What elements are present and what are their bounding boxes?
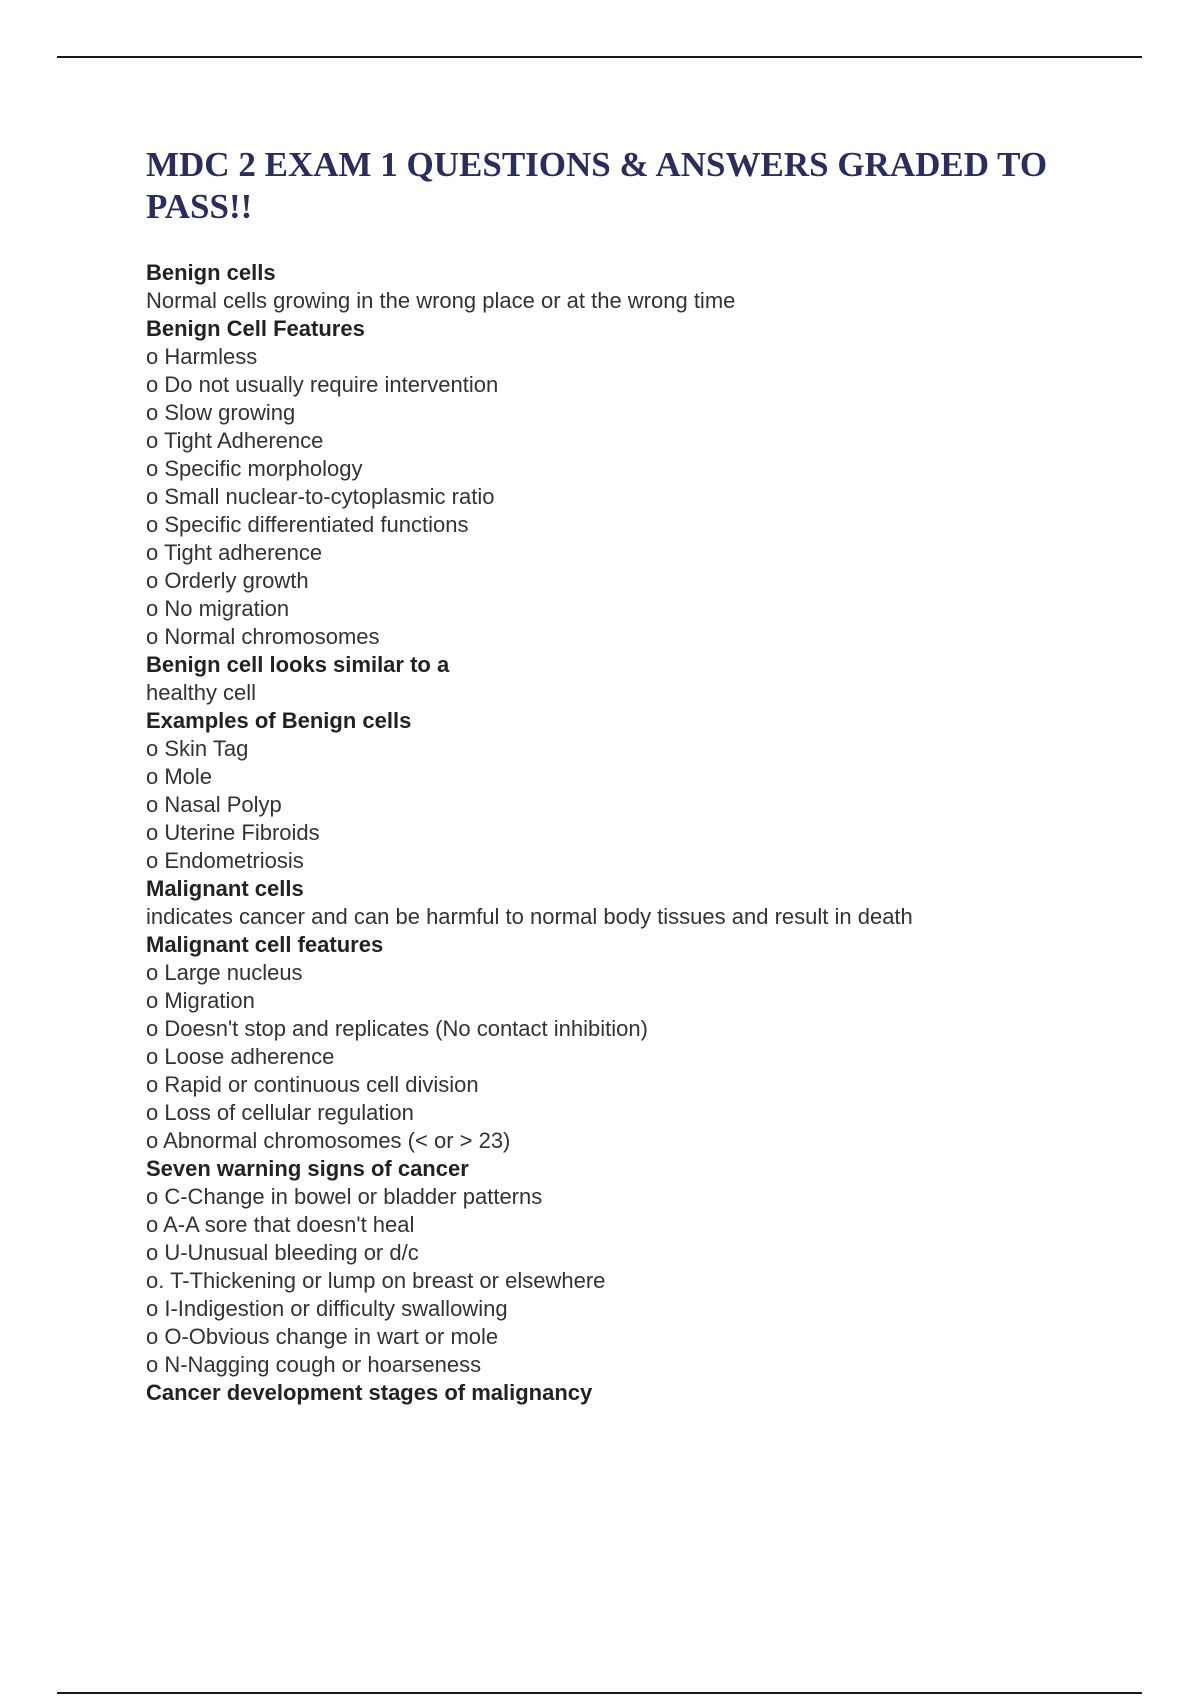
text-line: o Loose adherence xyxy=(146,1044,335,1069)
text-line: o A-A sore that doesn't heal xyxy=(146,1212,415,1237)
document-body xyxy=(146,259,1106,1407)
top-rule xyxy=(57,56,1142,58)
section-heading: Cancer development stages of malignancy xyxy=(146,1380,593,1405)
text-line: indicates cancer and can be harmful to normal body tissues and result in death xyxy=(146,904,913,929)
section-heading: Benign Cell Features xyxy=(146,316,365,341)
text-line: o C-Change in bowel or bladder patterns xyxy=(146,1184,543,1209)
text-line: o Mole xyxy=(146,764,213,789)
section-heading: Malignant cell features xyxy=(146,932,384,957)
text-line: o Orderly growth xyxy=(146,568,309,593)
text-line: o U-Unusual bleeding or d/c xyxy=(146,1240,419,1265)
section-heading: Seven warning signs of cancer xyxy=(146,1156,469,1181)
text-line: o Small nuclear-to-cytoplasmic ratio xyxy=(146,484,495,509)
text-line: o Do not usually require intervention xyxy=(146,372,499,397)
text-line: o Migration xyxy=(146,988,255,1013)
text-line: o Skin Tag xyxy=(146,736,249,761)
text-line: o Normal chromosomes xyxy=(146,624,380,649)
text-line: o Uterine Fibroids xyxy=(146,820,320,845)
text-line: o No migration xyxy=(146,596,290,621)
section-heading: Benign cells xyxy=(146,260,276,285)
page-title: MDC 2 EXAM 1 QUESTIONS & ANSWERS GRADED TO PASS!! xyxy=(146,145,1048,226)
section-heading: Examples of Benign cells xyxy=(146,708,412,733)
text-line: o Loss of cellular regulation xyxy=(146,1100,414,1125)
text-line: healthy cell xyxy=(146,680,257,705)
text-line: o Large nucleus xyxy=(146,960,303,985)
section-heading: Benign cell looks similar to a xyxy=(146,652,450,677)
text-line: o Rapid or continuous cell division xyxy=(146,1072,479,1097)
text-line: o Abnormal chromosomes (< or > 23) xyxy=(146,1128,511,1153)
text-line: o Specific differentiated functions xyxy=(146,512,469,537)
bottom-rule xyxy=(57,1692,1142,1694)
text-line: o Endometriosis xyxy=(146,848,304,873)
text-line: o I-Indigestion or difficulty swallowing xyxy=(146,1296,508,1321)
text-line: o Slow growing xyxy=(146,400,296,425)
text-line: Normal cells growing in the wrong place or at the wrong time xyxy=(146,288,736,313)
text-line: o Specific morphology xyxy=(146,456,363,481)
text-line: o Doesn't stop and replicates (No contact inhibition) xyxy=(146,1016,648,1041)
text-line: o Nasal Polyp xyxy=(146,792,282,817)
text-line: o Harmless xyxy=(146,344,258,369)
text-line: o N-Nagging cough or hoarseness xyxy=(146,1352,482,1377)
text-line: o. T-Thickening or lump on breast or elsewhere xyxy=(146,1268,606,1293)
text-line: o Tight adherence xyxy=(146,540,323,565)
text-line: o O-Obvious change in wart or mole xyxy=(146,1324,499,1349)
section-heading: Malignant cells xyxy=(146,876,304,901)
text-line: o Tight Adherence xyxy=(146,428,324,453)
